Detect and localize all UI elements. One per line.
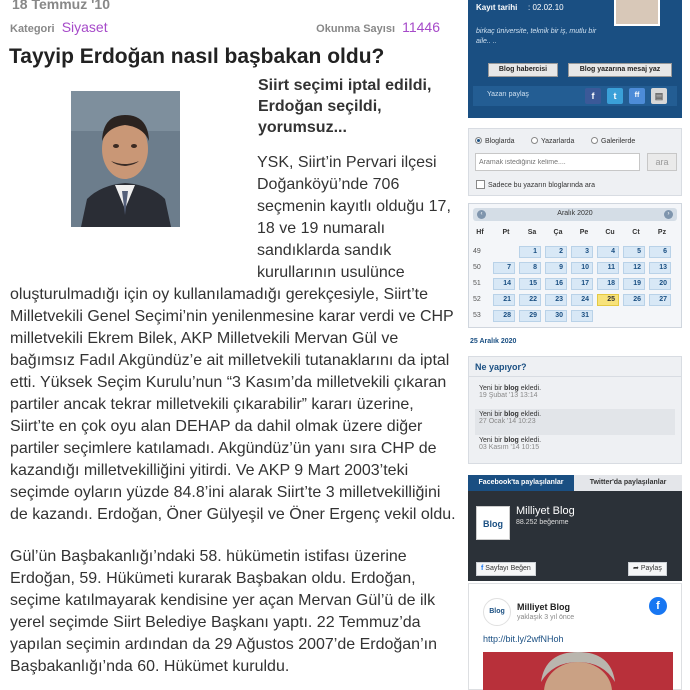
friendfeed-share-icon[interactable]: ff bbox=[629, 88, 645, 104]
calendar-day[interactable]: 31 bbox=[571, 310, 593, 322]
calendar-day-header: Ça bbox=[553, 229, 563, 236]
article-meta bbox=[10, 19, 440, 37]
activity-item[interactable] bbox=[475, 383, 675, 409]
calendar-week-number: 50 bbox=[473, 264, 481, 271]
like-page-label: Sayfayı Beğen bbox=[485, 565, 531, 572]
article-paragraph: YSK, Siirt’in Pervari ilçesi Doğanköyü’nde 706 seçmenin kayıtlı olduğu 17, 18 ve 19 numaralı sandıklarda sandık kurullarının usulünce oluşturulmadığı için oy kullanılamadığı gerekçesiyle, Siirt’te Milletvekili Genel Seçimi’nin yenilenmesine karar verdi ve CHP milletvekili Ekrem Bilek, AKP Milletvekili Mervan Gül ve bağımsız Fadıl Akgündüz’e ait milletvekili tutanaklarını da iptal etti. Yüksek Seçim Kurulu’nun “3 Kasım’da milletvekili çıkaran partiler ancak tekrar milletvekili çıkarabilir” kararı üzerine, Siirt’te en çok oyu alan DEHAP da dahil olmak üzere diğer partiler seçimlere katılamadı. Akgündüz’ün yanı sıra CHP de kazandığı milletvekilliğini yitirdi. Ve AKP 9 Mart 2003’teki seçimde oyların yüzde 84.8’ini alarak Siirt’te 3 milletvekilliğini de kazandı. Erdoğan, Öner Gülyeşil ve Öner Ergenç vekil oldu. bbox=[10, 154, 456, 523]
page-logo[interactable]: Blog bbox=[476, 506, 510, 540]
facebook-page-cover bbox=[468, 491, 682, 581]
calendar-day-header: Pe bbox=[579, 229, 589, 236]
radio-unselected-icon bbox=[531, 137, 538, 144]
checkbox-icon bbox=[476, 180, 485, 189]
radio-selected-icon bbox=[475, 137, 482, 144]
activity-text: ekledi. bbox=[518, 385, 542, 392]
author-only-checkbox[interactable] bbox=[476, 180, 595, 189]
calendar-day[interactable]: 13 bbox=[649, 262, 671, 274]
activity-item[interactable] bbox=[475, 409, 675, 435]
blogger-description: birkaç üniversite, teknik bir iş, mutlu bir aile.. .. bbox=[476, 28, 597, 45]
radio-blogs-label: Bloglarda bbox=[485, 138, 515, 145]
calendar-day[interactable]: 8 bbox=[519, 262, 541, 274]
radio-galleries-label: Galerilerde bbox=[601, 138, 636, 145]
calendar-day[interactable]: 22 bbox=[519, 294, 541, 306]
search-input[interactable] bbox=[475, 153, 640, 171]
calendar-header bbox=[473, 208, 677, 221]
calendar-day-header: Cu bbox=[605, 229, 615, 236]
post-time[interactable]: yaklaşık 3 yıl önce bbox=[517, 614, 575, 621]
message-author-button[interactable]: Blog yazarına mesaj yaz bbox=[568, 63, 672, 77]
calendar-day-header: Pz bbox=[657, 229, 667, 236]
calendar-day[interactable]: 14 bbox=[493, 278, 515, 290]
search-panel bbox=[468, 128, 682, 196]
calendar-day[interactable]: 5 bbox=[623, 246, 645, 258]
activity-link[interactable]: blog bbox=[504, 437, 519, 444]
share-page-button[interactable] bbox=[628, 562, 667, 576]
selected-date-label: 25 Aralık 2020 bbox=[470, 338, 517, 345]
radio-blogs[interactable] bbox=[475, 137, 515, 145]
calendar-day[interactable]: 6 bbox=[649, 246, 671, 258]
tab-twitter[interactable]: Twitter'da paylaşılanlar bbox=[574, 475, 682, 491]
activity-link[interactable]: blog bbox=[504, 385, 519, 392]
calendar-day[interactable]: 25 bbox=[597, 294, 619, 306]
calendar-day-header: Hf bbox=[476, 229, 484, 236]
blogger-info-box bbox=[468, 0, 682, 118]
share-page-label: Paylaş bbox=[640, 565, 662, 572]
read-count bbox=[316, 19, 440, 35]
activity-time: 03 Kasım '14 10:15 bbox=[479, 444, 540, 451]
calendar-day-header: Sa bbox=[527, 229, 537, 236]
activity-item[interactable] bbox=[475, 435, 675, 461]
activity-header: Ne yapıyor? bbox=[469, 357, 681, 377]
radio-authors-label: Yazarlarda bbox=[541, 138, 575, 145]
calendar-day[interactable]: 17 bbox=[571, 278, 593, 290]
facebook-post bbox=[468, 583, 682, 690]
calendar-week-number: 49 bbox=[473, 248, 481, 255]
share-arrow-icon: ➦ bbox=[633, 565, 641, 572]
calendar-day[interactable]: 3 bbox=[571, 246, 593, 258]
radio-authors[interactable] bbox=[531, 137, 574, 145]
page-name[interactable]: Milliyet Blog bbox=[516, 505, 575, 517]
calendar-day[interactable]: 11 bbox=[597, 262, 619, 274]
calendar-day[interactable]: 10 bbox=[571, 262, 593, 274]
social-tabs bbox=[468, 475, 682, 491]
tab-facebook[interactable]: Facebook'ta paylaşılanlar bbox=[468, 475, 574, 491]
author-only-label: Sadece bu yazarın bloglarında ara bbox=[488, 182, 596, 189]
activity-time: 27 Ocak '14 10:23 bbox=[479, 418, 536, 425]
facebook-icon: f bbox=[481, 565, 486, 572]
calendar-next-icon[interactable]: › bbox=[664, 210, 673, 219]
search-button[interactable]: ara bbox=[647, 153, 677, 171]
calendar-day[interactable]: 4 bbox=[597, 246, 619, 258]
activity-text: ekledi. bbox=[518, 411, 542, 418]
more-share-icon[interactable]: ▤ bbox=[651, 88, 667, 104]
calendar-day[interactable]: 1 bbox=[519, 246, 541, 258]
post-image[interactable] bbox=[483, 652, 673, 690]
blogger-avatar[interactable] bbox=[614, 0, 660, 26]
calendar-day[interactable]: 29 bbox=[519, 310, 541, 322]
post-link[interactable]: http://bit.ly/2wfNHoh bbox=[483, 634, 564, 644]
calendar-day[interactable]: 23 bbox=[545, 294, 567, 306]
article-paragraph: Gül’ün Başbakanlığı’ndaki 58. hükümetin istifası üzerine Erdoğan, 59. Hükümeti kurarak Başbakan oldu. Erdoğan, seçime katılmayarak kendisine yer açan Mervan Gül’ü de ilk yerel seçimde Siirt Belediye Başkanı yaptı. 22 Temmuz’da yapılan seçimin ardından da 29 Ağustos 2007’de Erdoğan’ın Başbakanlığı’nda 60. Hükümet kuruldu. bbox=[10, 548, 437, 675]
post-author[interactable]: Milliyet Blog bbox=[517, 602, 571, 612]
calendar-day[interactable]: 15 bbox=[519, 278, 541, 290]
article-date: 18 Temmuz '10 bbox=[12, 0, 110, 12]
post-avatar[interactable]: Blog bbox=[483, 598, 511, 626]
photo-float-spacer bbox=[10, 152, 257, 274]
twitter-share-icon[interactable]: t bbox=[607, 88, 623, 104]
article-body bbox=[10, 152, 460, 690]
calendar-day-header: Ct bbox=[632, 229, 640, 236]
facebook-share-icon[interactable]: f bbox=[585, 88, 601, 104]
calendar-day[interactable]: 19 bbox=[623, 278, 645, 290]
blog-notifier-button[interactable]: Blog habercisi bbox=[488, 63, 558, 77]
calendar-day[interactable]: 26 bbox=[623, 294, 645, 306]
read-count-label: Okunma Sayısı bbox=[316, 23, 396, 35]
activity-time: 19 Şubat '13 13:14 bbox=[479, 392, 538, 399]
like-page-button[interactable] bbox=[476, 562, 536, 576]
calendar-day[interactable]: 28 bbox=[493, 310, 515, 322]
read-count-value: 11446 bbox=[402, 19, 440, 35]
calendar-day[interactable]: 7 bbox=[493, 262, 515, 274]
post-photo bbox=[483, 652, 673, 690]
calendar-day[interactable]: 2 bbox=[545, 246, 567, 258]
calendar bbox=[468, 203, 682, 328]
calendar-day[interactable]: 30 bbox=[545, 310, 567, 322]
calendar-week-number: 51 bbox=[473, 280, 481, 287]
calendar-week-number: 52 bbox=[473, 296, 481, 303]
calendar-day[interactable]: 12 bbox=[623, 262, 645, 274]
calendar-day[interactable]: 20 bbox=[649, 278, 671, 290]
calendar-day[interactable]: 16 bbox=[545, 278, 567, 290]
registration-date: : 02.02.10 bbox=[528, 3, 564, 12]
calendar-day[interactable]: 9 bbox=[545, 262, 567, 274]
activity-link[interactable]: blog bbox=[504, 411, 519, 418]
facebook-icon: f bbox=[649, 597, 667, 615]
share-author-label: Yazarı paylaş bbox=[487, 91, 529, 98]
activity-text: Yeni bir bbox=[479, 411, 505, 418]
calendar-month: Aralık 2020 bbox=[557, 210, 593, 217]
calendar-day[interactable]: 24 bbox=[571, 294, 593, 306]
calendar-day[interactable]: 21 bbox=[493, 294, 515, 306]
activity-text: ekledi. bbox=[518, 437, 542, 444]
registration-label: Kayıt tarihi bbox=[476, 3, 518, 12]
activity-text: Yeni bir bbox=[479, 385, 505, 392]
share-author-row bbox=[473, 86, 677, 106]
category-link[interactable]: Siyaset bbox=[61, 19, 108, 35]
sidebar bbox=[468, 0, 690, 690]
category-label: Kategori bbox=[10, 23, 55, 35]
activity-text: Yeni bir bbox=[479, 437, 505, 444]
calendar-day[interactable]: 27 bbox=[649, 294, 671, 306]
page-likes: 88.252 beğenme bbox=[516, 519, 569, 526]
calendar-day[interactable]: 18 bbox=[597, 278, 619, 290]
calendar-prev-icon[interactable]: ‹ bbox=[477, 210, 486, 219]
article-lead: Siirt seçimi iptal edildi, Erdoğan seçildi, yorumsuz... bbox=[258, 77, 432, 136]
activity-panel bbox=[468, 356, 682, 464]
radio-unselected-icon bbox=[591, 137, 598, 144]
article-title: Tayyip Erdoğan nasıl başbakan oldu? bbox=[9, 45, 385, 68]
calendar-day-header: Pt bbox=[502, 229, 510, 236]
calendar-week-number: 53 bbox=[473, 312, 481, 319]
radio-galleries[interactable] bbox=[591, 137, 635, 145]
